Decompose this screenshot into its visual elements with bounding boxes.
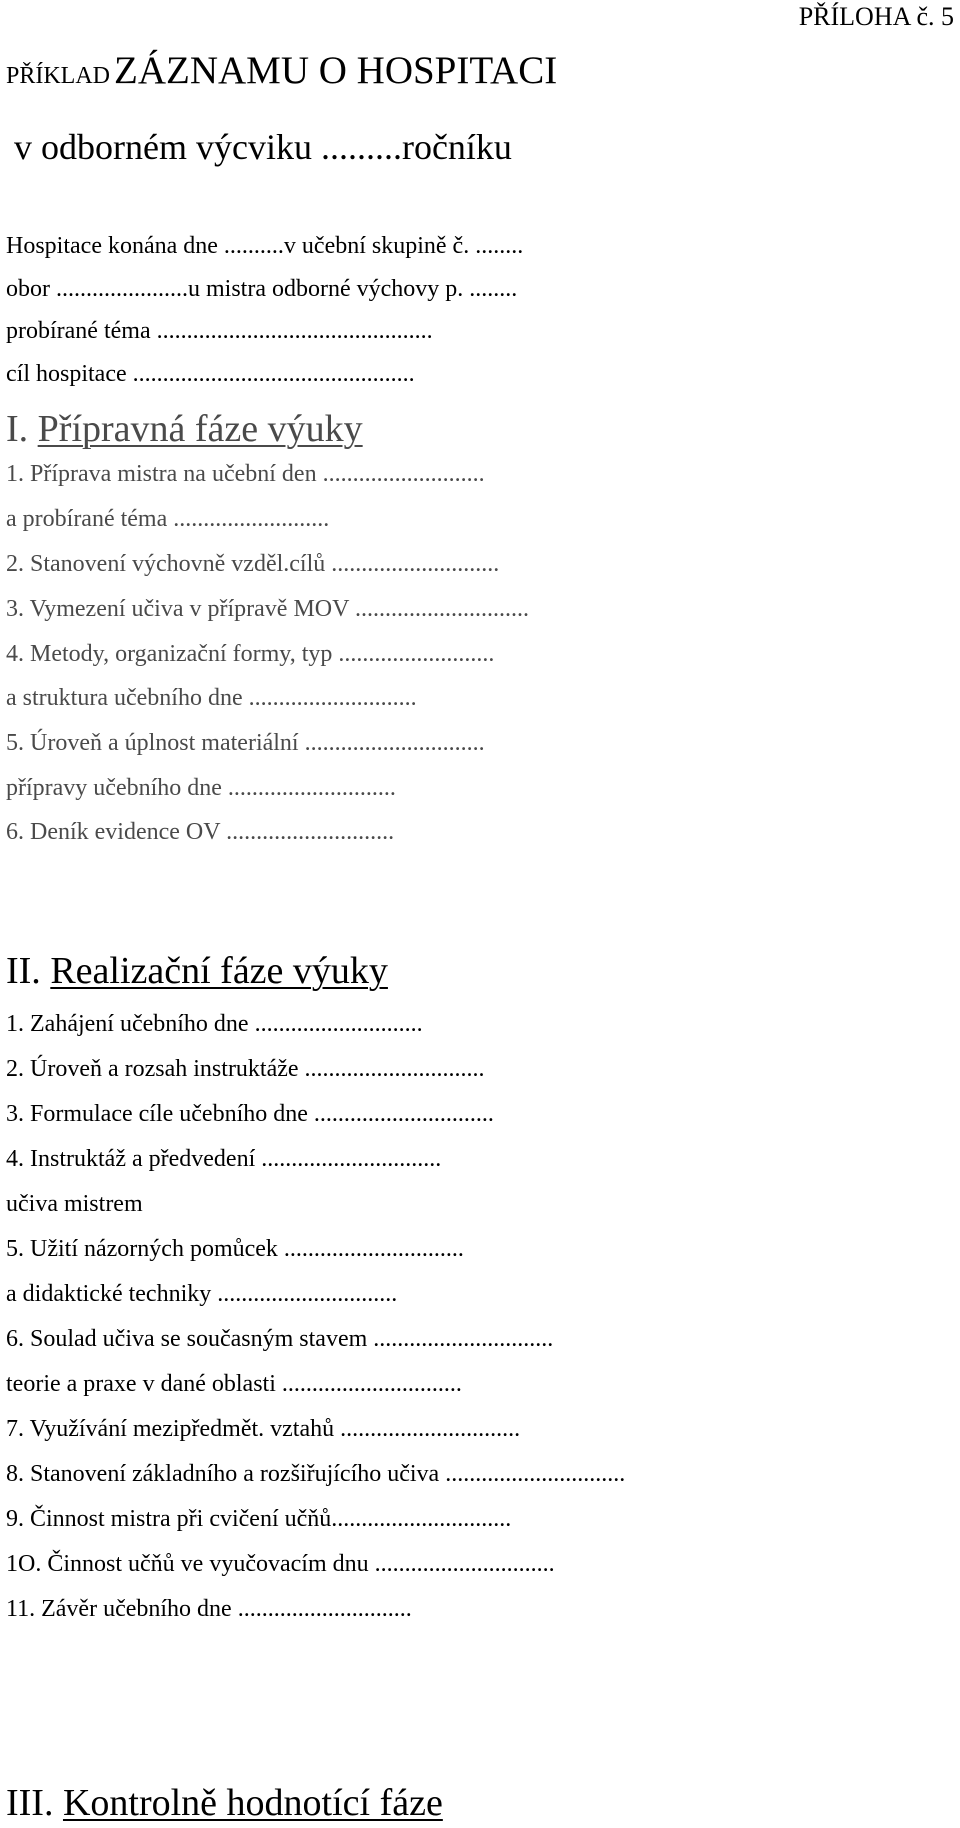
section-2-number: II. <box>6 950 41 992</box>
section-1-number: I. <box>6 408 29 450</box>
intro-line-topic: probírané téma .............................................. <box>6 318 433 344</box>
section-1-item: 4. Metody, organizační formy, typ .......................... <box>6 641 495 667</box>
section-2-item: 2. Úroveň a rozsah instruktáže .............................. <box>6 1056 485 1082</box>
section-2-item: 1. Zahájení učebního dne ............................ <box>6 1011 423 1037</box>
document-subtitle: v odborném výcviku .........ročníku <box>14 127 512 167</box>
section-3-title: Kontrolně hodnotící fáze <box>62 1782 443 1824</box>
section-2-item: 9. Činnost mistra při cvičení učňů.............................. <box>6 1506 512 1532</box>
section-1-item: přípravy učebního dne ............................ <box>6 775 396 801</box>
intro-line-goal: cíl hospitace ............................................... <box>6 361 415 387</box>
section-1-item: 5. Úroveň a úplnost materiální .............................. <box>6 730 485 756</box>
section-2-title: Realizační fáze výuky <box>50 950 388 992</box>
document-title <box>6 48 557 93</box>
section-2-item: 6. Soulad učiva se současným stavem .............................. <box>6 1326 554 1352</box>
section-2-item: 4. Instruktáž a předvedení .............................. <box>6 1146 442 1172</box>
section-2-item: a didaktické techniky .............................. <box>6 1281 398 1307</box>
section-2-item: 8. Stanovení základního a rozšiřujícího učiva .............................. <box>6 1461 626 1487</box>
section-1-heading <box>6 408 363 450</box>
section-2-item: 11. Závěr učebního dne ............................. <box>6 1596 412 1622</box>
section-2-item: teorie a praxe v dané oblasti .............................. <box>6 1371 462 1397</box>
section-1-item: 2. Stanovení výchovně vzděl.cílů ............................ <box>6 551 500 577</box>
section-3-number: III. <box>6 1782 54 1824</box>
title-prefix: PŘÍKLAD <box>6 63 111 89</box>
intro-line-obor: obor ......................u mistra odborné výchovy p. ........ <box>6 276 518 302</box>
section-1-item: 6. Deník evidence OV ............................ <box>6 819 395 845</box>
section-1-title: Přípravná fáze výuky <box>37 408 363 450</box>
section-1-item: 1. Příprava mistra na učební den ........................... <box>6 461 485 487</box>
intro-line-date: Hospitace konána dne ..........v učební skupině č. ........ <box>6 233 524 259</box>
section-2-item: 5. Užití názorných pomůcek .............................. <box>6 1236 464 1262</box>
section-2-item: učiva mistrem <box>6 1191 143 1217</box>
section-2-item: 1O. Činnost učňů ve vyučovacím dnu .............................. <box>6 1551 555 1577</box>
section-2-heading <box>6 950 388 992</box>
section-3-heading <box>6 1782 443 1824</box>
section-2-item: 3. Formulace cíle učebního dne .............................. <box>6 1101 494 1127</box>
section-1-item: a probírané téma .......................... <box>6 506 330 532</box>
attachment-label: PŘÍLOHA č. 5 <box>798 2 954 31</box>
section-2-item: 7. Využívání mezipředmět. vztahů .............................. <box>6 1416 521 1442</box>
section-1-item: 3. Vymezení učiva v přípravě MOV ............................. <box>6 596 530 622</box>
section-1-item: a struktura učebního dne ............................ <box>6 685 417 711</box>
title-main: ZÁZNAMU O HOSPITACI <box>114 49 558 92</box>
